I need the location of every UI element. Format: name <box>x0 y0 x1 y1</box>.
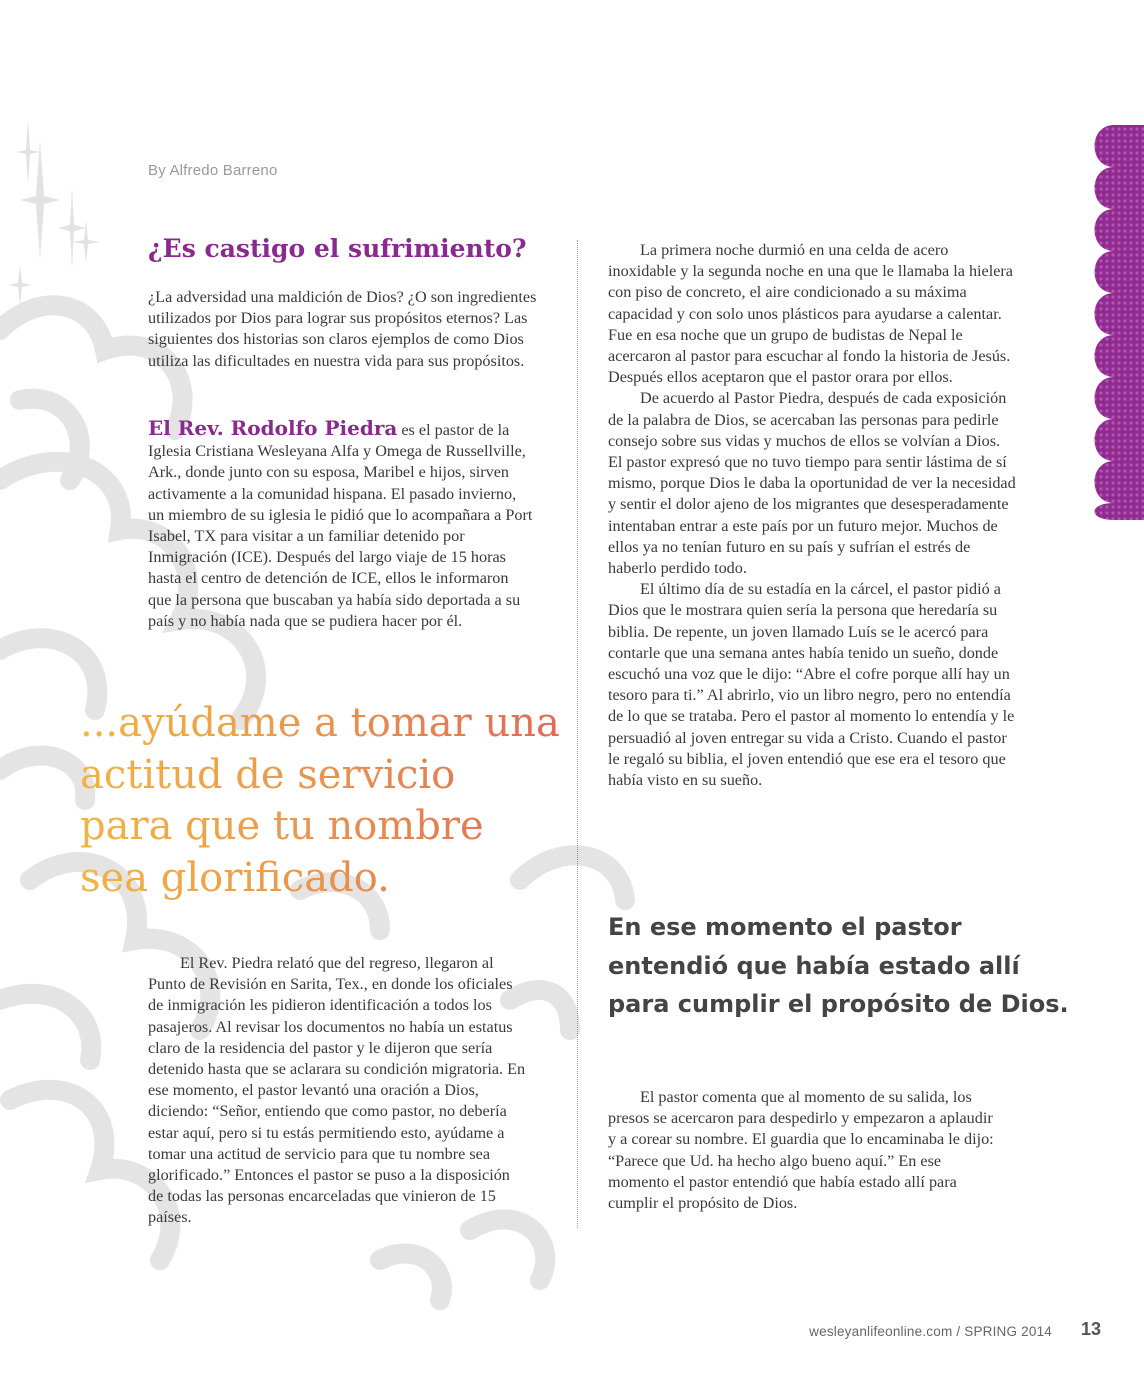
sparkle-icon <box>8 120 100 305</box>
right-column <box>608 240 1018 791</box>
right-paragraph: El último día de su estadía en la cárcel, el pastor pidió a Dios que le mostrara quien sería la persona que heredaría su biblia. De repente, un joven llamado Luís se le acercó para contarle que una semana antes había tenido un sueño, donde escuchó una voz que le dijo: “Abre el cofre porque allí hay un tesoro para ti.” Al abrirlo, vio un libro negro, pero no entendía de lo que se trataba. Pero el pastor al momento lo entendía y le persuadió al joven entregar su vida a Cristo. Cuando el pastor le regaló su biblia, el joven entendió que ese era el tesoro que había visto en su sueño. <box>608 580 1015 790</box>
byline: By Alfredo Barreno <box>148 162 278 179</box>
rev-paragraph-text: es el pastor de la Iglesia Cristiana Wesleyana Alfa y Omega de Russellville, Ark., donde junto con su esposa, Maribel e hijos, sirven activamente a la comunidad hispana. El pasado invierno, un miembro de su iglesia le pidió que lo acompañara a Port Isabel, TX para visitar a un familiar detenido por Inmigración (ICE). Después del largo viaje de 15 horas hasta el centro de detención de ICE, ellos le informaron que la persona que buscaban ya había sido deportada a su país y no había nada que se pudiera hacer por él. <box>148 421 533 630</box>
bottom-right-text: El pastor comenta que al momento de su salida, los presos se acercaron para despedirlo y empezaron a aplaudir y a corear su nombre. El guardia que lo encaminaba le dijo: “Parece que Ud. ha hecho algo bueno aquí.” En ese momento el pastor entendió que había estado allí para cumplir el propósito de Dios. <box>608 1088 994 1213</box>
article-title: ¿Es castigo el sufrimiento? <box>148 234 527 263</box>
footer-site-issue: wesleyanlifeonline.com / SPRING 2014 <box>809 1324 1052 1339</box>
page-number: 13 <box>1081 1319 1102 1339</box>
second-pull-quote: En ese momento el pastor entendió que había estado allí para cumplir el propósito de Dios. <box>608 913 1069 1018</box>
right-paragraph: De acuerdo al Pastor Piedra, después de cada exposición de la palabra de Dios, se acercaban las personas para pedirle consejo sobre sus vidas y muchos de ellos se volvían a Dios. El pastor expresó que no tuvo tiempo para sentir lástima de sí mismo, porque Dios le daba la oportunidad de ver la necesidad y sentir el dolor ajeno de los migrantes que desesperadamente intentaban entrar a este país por un futuro mejor. Muchos de ellos ya no tenían futuro en su país y sufrían el estrés de haberlo perdido todo. <box>608 389 1016 578</box>
bottom-left-paragraph <box>148 953 528 1229</box>
bottom-right-paragraph <box>608 1087 998 1214</box>
rev-name-heading: El Rev. Rodolfo Piedra <box>148 416 398 440</box>
pull-quote: ...ayúdame a tomar una actitud de servicio para que tu nombre sea glorificado. <box>80 698 560 904</box>
bottom-left-text: El Rev. Piedra relató que del regreso, llegaron al Punto de Revisión en Sarita, Tex., en donde los oficiales de inmigración les pidieron identificación a todos los pasajeros. Al revisar los documentos no había un estatus claro de la residencia del pastor y le dijeron que sería detenido hasta que se aclarara su condición migratoria. En ese momento, el pastor levantó una oración a Dios, diciendo: “Señor, entiendo que como pastor, no debería estar aquí, pero si tu estás permitiendo esto, ayúdame a tomar una actitud de servicio para que tu nombre sea glorificado.” Entonces el pastor se puso a la disposición de todas las personas encarceladas que vinieron de 15 países. <box>148 954 526 1227</box>
scalloped-purple-edge <box>1095 125 1144 520</box>
right-paragraph: La primera noche durmió en una celda de acero inoxidable y la segunda noche en una que le llamaba la hielera con piso de concreto, el aire condicionado a su máxima capacidad y con solo unos plásticos para ayudarse a calentar. Fue en esa noche que un grupo de budistas de Nepal le acercaron al pastor para escuchar al fondo la historia de Jesús. Después ellos aceptaron que el pastor orara por ellos. <box>608 241 1013 387</box>
column-divider <box>577 240 578 1228</box>
intro-text: ¿La adversidad una maldición de Dios? ¿O son ingredientes utilizados por Dios para lograr sus propósitos eternos? Las siguientes dos historias son claros ejemplos de como Dios utiliza las dificultades en nuestra vida para sus propósitos. <box>148 288 537 370</box>
intro-paragraph <box>148 287 548 372</box>
rev-paragraph <box>148 418 533 632</box>
